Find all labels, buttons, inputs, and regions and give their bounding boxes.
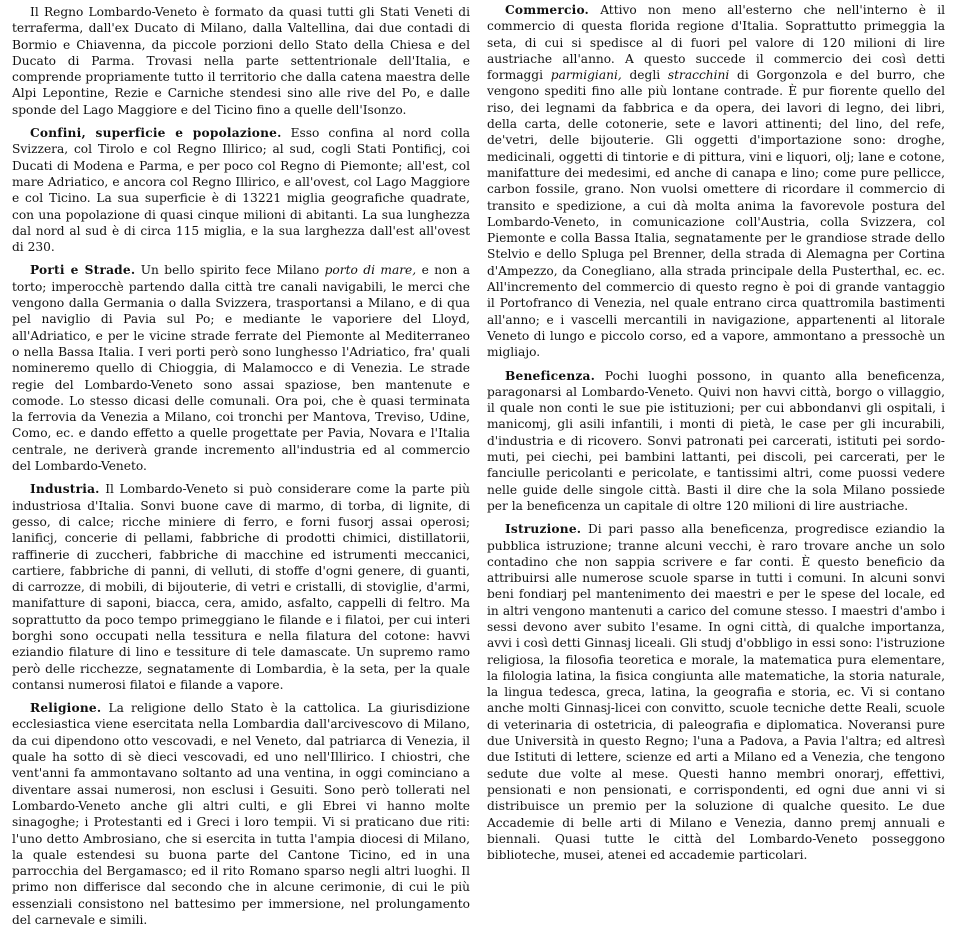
heading-beneficenza: Beneficenza. (505, 368, 596, 383)
text-porti-a: Un bello spirito fece Milano (135, 263, 325, 278)
text-confini: Esso confina al nord colla Svizzera, col Tirolo e col Regno Illirico; al sud, cogli Stati Pontificj, coi Ducati di Modena e Parma, e per poco col Regno di Piemonte; all'est, col mare Adriatico, e ancora col Regno Illirico, e all'ovest, col Lago Maggiore e col Ticino. La sua superficie è di 13221 miglia geografiche quadrate, con una popolazione di quasi cinque milioni di abitanti. La sua lunghezza dal nord al sud è di circa 115 miglia, e la sua larghezza dall'est all'ovest di 230. (12, 126, 470, 255)
text-commercio-italic-a: parmigiani, (550, 68, 622, 83)
text-commercio-italic-b: stracchini (667, 68, 730, 83)
heading-porti: Porti e Strade. (30, 263, 136, 278)
text-commercio-b: degli (621, 68, 668, 83)
section-beneficenza (487, 368, 945, 515)
text-beneficenza: Pochi luoghi possono, in quanto alla beneficenza, paragonarsi al Lombardo-Veneto. Quivi non havvi città, borgo o villaggio, il quale non conti le sue pie istituzioni; per cui abbondanvi gli ospitali, i manicomj, gli asili infantili, i monti di pietà, le case per gli incurabili, d'industria e di ricovero. Sonvi patronati pei carcerati, istituti pei sordo-muti, pei ciechi, pei bambini lattanti, pei discoli, pei carcerati, per le fanciulle pericolanti e pericolate, e tantissimi altri, come puossi vedere nelle guide delle singole città. Basti il dire che la sola Milano possiede per la beneficenza un capitale di oltre 120 milioni di lire austriache. (487, 368, 945, 513)
section-industria (12, 481, 470, 693)
text-commercio-a: Attivo non meno all'esterno che nell'interno è il commercio di questa florida regione d'Italia. Soprattutto primeggia la seta, di cui si spedisce al di fuori pel valore di 120 milioni di lire austriache all'anno. A questo succede il commercio dei così detti formaggi (487, 3, 945, 83)
text-istruzione: Di pari passo alla beneficenza, progredisce eziandio la pubblica istruzione; tranne alcuni vecchi, è raro trovare anche un solo contadino che non sappia scrivere e far conti. È questo beneficio da attribuirsi alle numerose scuole sparse in tutti i comuni. In alcuni sonvi beni fondiarj pel mantenimento dei maestri e per le spese del locale, ed in altri vengono mantenuti a carico del comune stesso. I maestri d'ambo i sessi devono aver subito l'esame. In ogni città, di qualche importanza, avvi i così detti Ginnasj liceali. Gli studj d'obbligo in essi sono: l'istruzione religiosa, la filosofia teoretica e morale, la matematica pura elementare, la filologia latina, la fisica congiunta alle matematiche, la storia naturale, la lingua tedesca, greca, latina, la geografia e storia, ec. Vi si contano anche molti Ginnasj-licei con convitto, scuole tecniche dette Reali, scuole di veterinaria di ostetricia, di paleografia e diplomatica. Noveransi pure due Università in questo Regno; l'una a Padova, a Pavia l'altra; ed altresì due Istituti di lettere, scienze ed arti a Milano ed a Venezia, che tengono sedute due volte al mese. Questi hanno membri onorarj, effettivi, pensionati e non pensionati, e corrispondenti, ed ogni due anni vi si distribuisce un premio per la soluzione di qualche quesito. Le due Accademie di belle arti di Milano e Venezia, danno premj annuali e biennali. Quasi tutte le città del Lombardo-Veneto posseggono biblioteche, musei, atenei ed accademie particolari. (487, 522, 945, 863)
text-porti-italic: porto di mare, (324, 263, 417, 278)
intro-paragraph (12, 4, 470, 118)
heading-confini: Confini, superficie e popolazione. (30, 126, 282, 141)
right-column (487, 2, 945, 870)
section-confini (12, 125, 470, 255)
intro-text: Il Regno Lombardo-Veneto è formato da quasi tutti gli Stati Veneti di terraferma, dall'ex Ducato di Milano, dalla Valtellina, dai due contadi di Bormio e Chiavenna, da piccole porzioni dello Stato della Chiesa e del Ducato di Parma. Trovasi nella parte settentrionale dell'Italia, e comprende propriamente tutto il territorio che dalla catena maestra delle Alpi Lepontine, Rezie e Carniche stendesi sino alle rive del Po, e dalle sponde del Lago Maggiore e del Ticino fino a quelle dell'Isonzo. (12, 5, 470, 117)
section-porti (12, 262, 470, 474)
section-commercio (487, 2, 945, 361)
text-religione: La religione dello Stato è la cattolica. La giurisdizione ecclesiastica viene esercitata nella Lombardia dall'arcivescovo di Milano, da cui dipendono otto vescovadi, e nel Veneto, dal patriarca di Venezia, il quale ha sotto di sè dieci vescovadi, ed uno nell'Illirico. I chiostri, che vent'anni fa ammontavano soltanto ad una ventina, in oggi cominciano a diventare assai numerosi, non esclusi i Gesuiti. Sono però tollerati nel Lombardo-Veneto anche gli altri culti, e gli Ebrei vi hanno molte sinagoghe; i Protestanti ed i Greci i loro tempii. Vi si praticano due riti: l'uno detto Ambrosiano, che si esercita in tutta l'ampia diocesi di Milano, la quale estendesi su buona parte del Cantone Ticino, ed in una parrocchia del Bergamasco; ed il rito Romano sparso negli altri luoghi. Il primo non differisce dal secondo che in alcune cerimonie, di cui le più essenziali consistono nel battesimo per immersione, nel prolungamento del carnevale e simili. (12, 701, 470, 928)
text-commercio-c: di Gorgonzola e del burro, che vengono spediti fino alle più lontane contrade. È pur fiorente quello del riso, dei legnami da fabbrica e da opera, dei lavori di legno, dei libri, della carta, delle cotonerie, sete e lavori attinenti; del lino, del refe, de'vetri, delle bijouterie. Gli oggetti d'importazione sono: droghe, medicinali, oggetti di tintorie e di pittura, vini e liquori, olj; lane e cotone, manifatture dei medesimi, ed anche di canapa e lino; come pure pellicce, carbon fossile, grano. Non vuolsi omettere di ricordare il commercio di transito e spedizione, a cui dà molta anima la favorevole postura del Lombardo-Veneto, in comunicazione coll'Austria, colla Svizzera, col Piemonte e colla Bassa Italia, segnatamente per le grandiose strade dello Stelvio e dello Spluga pel Brenner, della strada di Alemagna per Cortina d'Ampezzo, da Conegliano, alla strada principale della Pusterthal, ec. ec. All'incremento del commercio di questo regno è poi di grande vantaggio il Portofranco di Venezia, nel quale entrano circa quattromila bastimenti all'anno; e i vascelli mercantili in navigazione, appartenenti al litorale Veneto di lungo e piccolo corso, ed a vapore, ammontano a pressochè un migliajo. (487, 68, 945, 360)
text-porti-b: e non a torto; imperocchè partendo dalla città tre canali navigabili, le merci che vengono dalla Germania o dalla Svizzera, trasportansi a Milano, e di qua pel naviglio di Pavia sul Po; e mediante le vaporiere del Lloyd, all'Adriatico, e per le vicine strade ferrate del Piemonte al Mediterraneo o nella Bassa Italia. I veri porti però sono lunghesso l'Adriatico, fra' quali nomineremo quello di Chioggia, di Malamocco e di Venezia. Le strade regie del Lombardo-Veneto sono assai spaziose, ben mantenute e comode. Lo stesso dicasi delle comunali. Ora poi, che è quasi terminata la ferrovia da Venezia a Milano, coi tronchi per Mantova, Treviso, Udine, Como, ec. e dando effetto a quelle progettate per Pavia, Novara e l'Italia centrale, ne deriverà grande incremento all'industria ed al commercio del Lombardo-Veneto. (12, 263, 470, 474)
heading-commercio: Commercio. (505, 3, 590, 17)
section-religione (12, 700, 470, 928)
text-industria: Il Lombardo-Veneto si può considerare come la parte più industriosa d'Italia. Sonvi buone cave di marmo, di torba, di lignite, di gesso, di calce; ricche miniere di ferro, e forni fusorj assai operosi; lanificj, concerie di pellami, fabbriche di prodotti chimici, distillatorii, raffinerie di zuccheri, fabbriche di macchine ed istrumenti meccanici, cartiere, fabbriche di panni, di velluti, di stoffe d'ogni genere, di guanti, di carrozze, di mobili, di bijouterie, di vetri e cristalli, di stoviglie, d'armi, manifatture di saponi, biacca, cera, amido, asfalto, cappelli di feltro. Ma soprattutto da poco tempo primeggiano le filande e i filatoi, per cui interi borghi sono occupati nella tessitura e nella filatura del cotone: havvi eziandio filature di lino e tessiture di tele damascate. Un supremo ramo però delle ricchezze, segnatamente di Lombardia, è la seta, per la quale contansi numerosi filatoi e filande a vapore. (12, 482, 470, 692)
left-column (12, 4, 470, 935)
heading-istruzione: Istruzione. (505, 522, 582, 537)
heading-industria: Industria. (30, 482, 100, 497)
section-istruzione (487, 521, 945, 863)
heading-religione: Religione. (30, 701, 102, 716)
